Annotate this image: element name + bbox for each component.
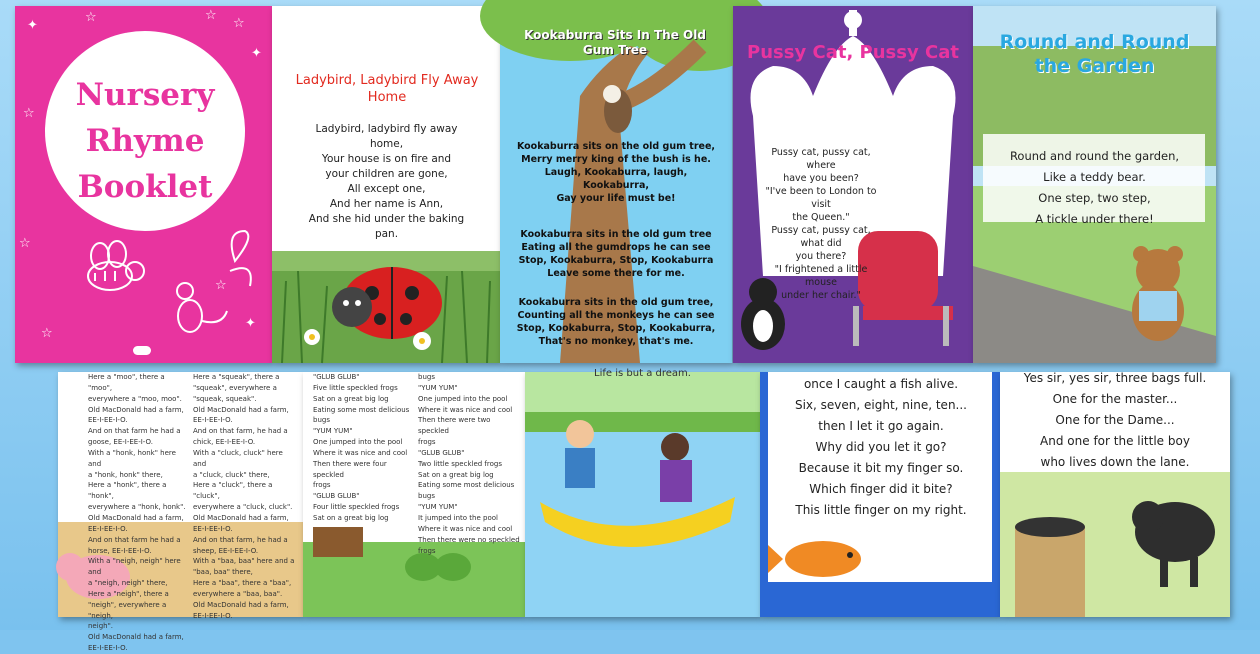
verse-line: who lives down the lane. [1040, 455, 1190, 469]
verse-line: One step, two step, [1038, 191, 1151, 205]
verse-line: And she hid under the baking [308, 213, 465, 225]
star-icon: ✦ [251, 46, 262, 61]
verse-line: Sat on a great big log [418, 470, 494, 479]
title-line: the Garden [1034, 55, 1155, 77]
verse-line: frogs [418, 438, 436, 447]
verse-line: One jumped into the pool [313, 438, 403, 447]
verse-line: And her name is Ann, [329, 198, 444, 210]
verse-line: Merry merry king of the bush is he. [521, 154, 711, 165]
verse-line: That's no monkey, that's me. [538, 336, 694, 347]
verse-line: "YUM YUM" [418, 503, 458, 512]
baa-baa-black-sheep-rhyme-page [1000, 372, 1230, 617]
verse-line: then I let it go again. [818, 419, 944, 433]
verse-line: Four little speckled frogs [313, 503, 400, 512]
verse-line: have you been? [783, 173, 859, 184]
row-your-boat-rhyme-page [525, 368, 760, 617]
garden-verse [983, 146, 1206, 230]
verse-line: Gay your life must be! [556, 193, 676, 204]
kookaburra-verse-2 [506, 228, 726, 280]
pussy-cat-verse [761, 146, 881, 302]
verse-line: Ladybird, ladybird fly away [315, 123, 458, 135]
star-icon: ☆ [205, 8, 217, 23]
frogs-verse-right [418, 372, 522, 556]
kookaburra-rhyme-page [500, 6, 732, 363]
verse-line: "squeak", everywhere a [193, 383, 277, 392]
kookaburra-title: Kookaburra Sits In The Old Gum Tree [524, 28, 706, 57]
cover-title-line: Booklet [77, 169, 213, 205]
sheep-verse [1010, 368, 1220, 473]
cover-title-line: Rhyme [85, 123, 205, 159]
verse-line: home, [369, 138, 404, 150]
star-icon: ☆ [233, 16, 245, 31]
verse-line: everywhere a "cluck, cluck". [193, 503, 293, 512]
verse-line: chick, EE-I-EE-I-O. [193, 438, 256, 447]
verse-line: everywhere a "baa, baa". [193, 589, 283, 598]
cover-title [45, 72, 245, 210]
verse-line: Kookaburra sits on the old gum tree, [516, 141, 716, 152]
verse-line: With a "honk, honk" here and [88, 448, 176, 468]
kookaburra-verse-1 [506, 140, 726, 205]
boat-illustration [525, 372, 760, 617]
verse-line: Six, seven, eight, nine, ten... [794, 398, 967, 412]
verse-line: everywhere a "moo, moo". [88, 394, 182, 403]
goldfish-icon [768, 527, 878, 587]
verse-line: And on that farm he had a [88, 427, 181, 436]
verse-line: Where it was nice and cool [313, 448, 408, 457]
verse-line: "squeak, squeak". [193, 394, 257, 403]
farm-verse-left [88, 372, 188, 654]
verse-line: Kookaburra sits in the old gum tree [520, 229, 712, 240]
bee-and-mouse-doodle-icon [55, 231, 255, 341]
verse-line: Five little speckled frogs [313, 383, 398, 392]
verse-line: sheep, EE-I-EE-I-O. [193, 546, 259, 555]
verse-line: This little finger on my right. [795, 503, 967, 517]
verse-line: Pussy cat, pussy cat, where [771, 147, 871, 171]
round-the-garden-rhyme-page [973, 6, 1216, 363]
ladybird-illustration [272, 241, 500, 363]
verse-line: Here a "honk", there a "honk", [88, 481, 167, 501]
verse-line: Old MacDonald had a farm, [88, 633, 184, 642]
verse-line: a "cluck, cluck" there, [193, 470, 270, 479]
verse-line: Here a "cluck", there a "cluck", [193, 481, 273, 501]
verse-line: Old MacDonald had a farm, [88, 405, 184, 414]
verse-line: Counting all the monkeys he can see [517, 310, 715, 321]
verse-line: the Queen." [792, 212, 850, 223]
verse-line: "YUM YUM" [418, 383, 458, 392]
verse-line: horse, EE-I-EE-I-O. [88, 546, 152, 555]
verse-line: "baa, baa" there, [193, 568, 253, 577]
verse-line: Sat on a great big log [313, 394, 389, 403]
verse-line: everywhere a "honk, honk". [88, 503, 186, 512]
verse-line: With a "cluck, cluck" here and [193, 448, 283, 468]
verse-line: bugs [418, 373, 435, 381]
verse-line: Because it bit my finger so. [798, 461, 964, 475]
pussy-cat-title: Pussy Cat, Pussy Cat [747, 42, 959, 63]
verse-line: Old MacDonald had a farm, [88, 513, 184, 522]
verse-line: a "honk, honk" there, [88, 470, 163, 479]
verse-line: Old MacDonald had a farm, [193, 405, 289, 414]
verse-line: Eating all the gumdrops he can see [521, 242, 711, 253]
verse-line: neigh". [88, 622, 114, 631]
star-icon: ☆ [41, 326, 53, 341]
verse-line: Then there were no speckled [418, 535, 520, 544]
verse-line: you there? [795, 251, 847, 262]
verse-line: pan. [374, 228, 399, 240]
verse-line: EE-I-EE-I-O. [193, 416, 233, 425]
verse-line: Why did you let it go? [815, 440, 947, 454]
star-icon: ☆ [215, 278, 227, 293]
verse-line: Your house is on fire and [321, 153, 452, 165]
verse-line: "neigh", everywhere a "neigh, [88, 600, 167, 620]
verse-line: With a "baa, baa" here and a [193, 557, 295, 566]
verse-line: EE-I-EE-I-O. [193, 611, 233, 620]
speckled-frogs-rhyme-page [303, 372, 525, 617]
verse-line: Here a "moo", there a "moo", [88, 373, 165, 392]
boat-verse-line: Life is but a dream. [594, 368, 691, 379]
verse-line: One jumped into the pool [418, 394, 508, 403]
verse-line: Eating some most delicious [313, 405, 410, 414]
verse-line: EE-I-EE-I-O. [88, 524, 128, 533]
verse-line: Here a "squeak", there a [193, 373, 280, 381]
star-icon: ☆ [85, 10, 97, 25]
verse-line: EE-I-EE-I-O. [88, 416, 128, 425]
verse-line: "YUM YUM" [313, 427, 353, 436]
verse-line: Leave some there for me. [547, 268, 685, 279]
verse-line: under her chair." [781, 290, 861, 301]
fish-verse [776, 374, 986, 521]
garden-title [973, 30, 1216, 78]
verse-line: EE-I-EE-I-O. [88, 644, 128, 653]
verse-line: frogs [418, 546, 436, 555]
verse-line: "GLUB GLUB" [418, 448, 465, 457]
verse-line: Sat on a great big log [313, 513, 389, 522]
cover-title-line: Nursery [75, 77, 215, 113]
verse-line: Yes sir, yes sir, three bags full. [1023, 371, 1207, 385]
pussy-cat-rhyme-page [733, 6, 973, 363]
booklet-cover-page [15, 6, 272, 363]
verse-line: Kookaburra, [583, 180, 649, 191]
verse-line: bugs [418, 492, 435, 501]
verse-line: a "neigh, neigh" there, [88, 579, 168, 588]
verse-line: And on that farm he had a [88, 535, 181, 544]
verse-line: Like a teddy bear. [1043, 170, 1146, 184]
verse-line: Here a "neigh", there a [88, 589, 169, 598]
verse-line: "I frightened a little mouse [774, 264, 868, 288]
verse-line: All except one, [347, 183, 426, 195]
verse-line: Kookaburra sits in the old gum tree, [518, 297, 714, 308]
verse-line: And on that farm, he had a [193, 535, 288, 544]
farm-verse-right [193, 372, 298, 621]
verse-line: Two little speckled frogs [418, 459, 502, 468]
star-icon: ✦ [245, 316, 256, 331]
verse-line: goose, EE-I-EE-I-O. [88, 438, 153, 447]
verse-line: "I've been to London to visit [765, 186, 877, 210]
verse-line: Stop, Kookaburra, Stop, Kookaburra, [516, 323, 716, 334]
star-icon: ☆ [19, 236, 31, 251]
verse-line: Which finger did it bite? [809, 482, 953, 496]
star-icon: ☆ [23, 106, 35, 121]
old-macdonald-rhyme-page [58, 372, 303, 653]
verse-line: once I caught a fish alive. [803, 377, 959, 391]
verse-line: "GLUB GLUB" [313, 373, 360, 381]
verse-line: And one for the little boy [1040, 434, 1190, 448]
verse-line: And on that farm, he had a [193, 427, 288, 436]
verse-line: bugs [313, 416, 330, 425]
ladybird-verse [284, 122, 489, 242]
verse-line: Old MacDonald had a farm, [193, 600, 289, 609]
frogs-verse-left [313, 372, 413, 524]
kookaburra-verse-3 [506, 296, 726, 348]
verse-line: Here a "baa", there a "baa", [193, 579, 292, 588]
verse-line: EE-I-EE-I-O. [193, 524, 233, 533]
ladybird-rhyme-page [272, 6, 500, 363]
once-i-caught-a-fish-rhyme-page [760, 372, 1000, 617]
verse-line: With a "neigh, neigh" here and [88, 557, 181, 577]
verse-line: Eating some most delicious [418, 481, 515, 490]
verse-line: Round and round the garden, [1009, 149, 1180, 163]
verse-line: Where it was nice and cool [418, 405, 513, 414]
verse-line: Where it was nice and cool [418, 524, 513, 533]
verse-line: Stop, Kookaburra, Stop, Kookaburra [518, 255, 714, 266]
verse-line: It jumped into the pool [418, 513, 498, 522]
verse-line: frogs [313, 481, 331, 490]
verse-line: A tickle under there! [1035, 212, 1154, 226]
brand-logo [133, 346, 151, 355]
verse-line: One for the master... [1052, 392, 1178, 406]
verse-line: your children are gone, [325, 168, 448, 180]
title-line: Round and Round [999, 31, 1190, 53]
ladybird-title: Ladybird, Ladybird Fly Away Home [295, 73, 479, 105]
verse-line: Laugh, Kookaburra, laugh, [544, 167, 688, 178]
verse-line: Then there were four speckled [313, 459, 387, 479]
verse-line: Then there were two speckled [418, 416, 491, 436]
verse-line: Old MacDonald had a farm, [193, 513, 289, 522]
verse-line: Pussy cat, pussy cat, what did [771, 225, 871, 249]
verse-line: "GLUB GLUB" [313, 492, 360, 501]
verse-line: One for the Dame... [1055, 413, 1175, 427]
star-icon: ✦ [27, 18, 38, 33]
